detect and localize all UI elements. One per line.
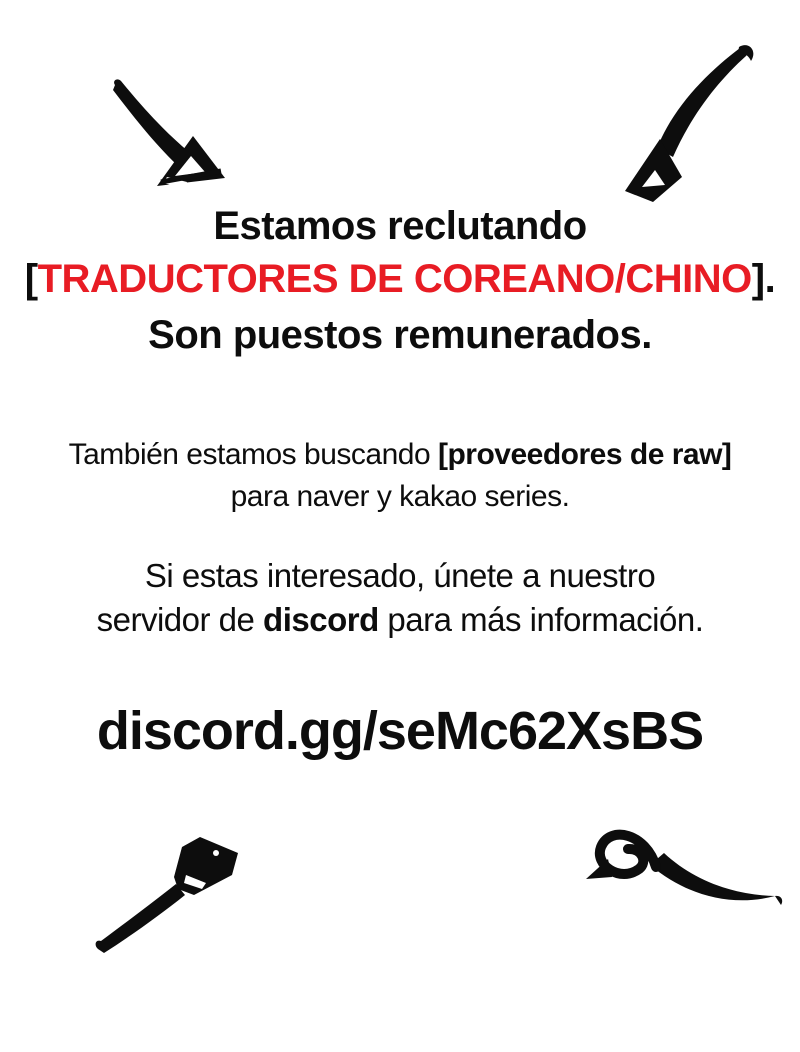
paid-positions-line: Son puestos remunerados. xyxy=(148,313,652,357)
arrow-down-left-icon xyxy=(612,44,762,206)
discord-info-line xyxy=(0,601,800,639)
discord-word-bold: discord xyxy=(263,601,379,638)
raw-providers-prefix: También estamos buscando xyxy=(68,438,438,471)
raw-providers-bold: [proveedores de raw] xyxy=(437,438,732,471)
role-name-red: TRADUCTORES DE COREANO/CHINO xyxy=(37,257,752,301)
interested-line: Si estas interesado, únete a nuestro xyxy=(144,557,656,594)
arrow-up-right-icon xyxy=(90,833,248,955)
arrow-down-right-icon xyxy=(103,78,233,204)
headline-recruiting: Estamos reclutando xyxy=(213,204,587,248)
open-bracket: [ xyxy=(24,257,38,301)
discord-invite-link: discord.gg/seMc62XsBS xyxy=(96,701,704,761)
role-line xyxy=(0,257,800,302)
naver-kakao-line: para naver y kakao series. xyxy=(230,480,570,513)
raw-providers-line xyxy=(0,438,800,472)
close-bracket-period: ]. xyxy=(751,257,776,301)
arrow-up-left-icon xyxy=(582,817,787,919)
discord-info-prefix: servidor de xyxy=(96,601,264,638)
discord-info-suffix: para más información. xyxy=(378,601,704,638)
